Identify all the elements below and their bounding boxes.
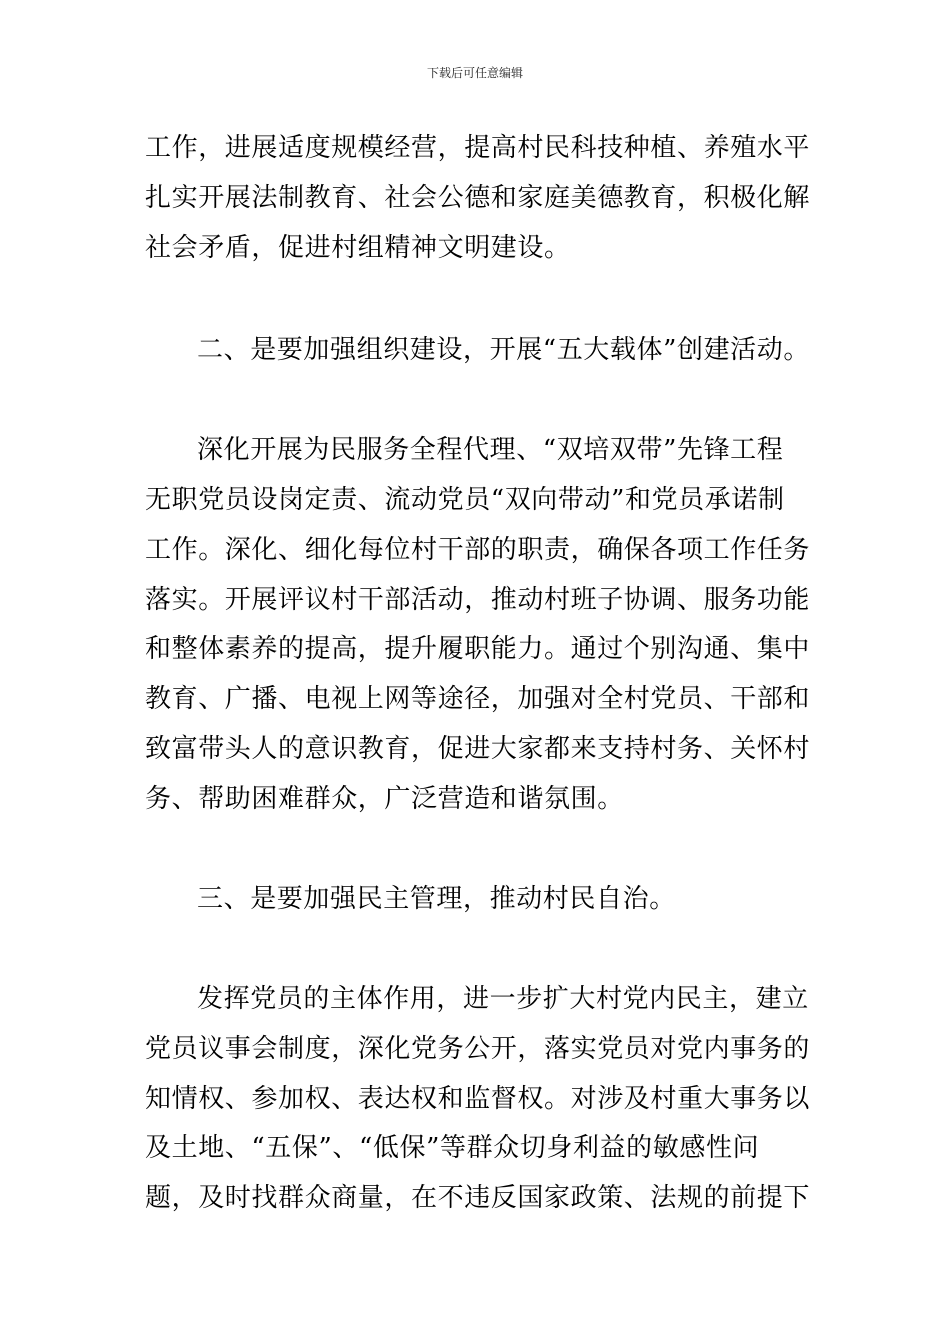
text-line: 务、帮助困难群众，广泛营造和谐氛围。 <box>145 784 624 814</box>
text-line: 教育、广播、电视上网等途径，加强对全村党员、干部和 <box>145 684 811 714</box>
page-header: 下载后可任意编辑 <box>426 66 523 80</box>
text-line: 知情权、参加权、表达权和监督权。对涉及村重大事务以 <box>145 1084 811 1114</box>
text-line: 党员议事会制度，深化党务公开，落实党员对党内事务的 <box>145 1034 811 1064</box>
section-heading-3: 三、是要加强民主管理，推动村民自治。 <box>197 884 676 914</box>
paragraph-first-line: 发挥党员的主体作用，进一步扩大村党内民主，建立 <box>197 984 809 1014</box>
text-line: 及土地、“五保”、“低保”等群众切身利益的敏感性问 <box>145 1133 760 1163</box>
paragraph-first-line: 深化开展为民服务全程代理、“双培双带”先锋工程 <box>197 435 784 465</box>
section-heading-2: 二、是要加强组织建设，开展“五大载体”创建活动。 <box>197 335 810 365</box>
text-line: 题，及时找群众商量，在不违反国家政策、法规的前提下 <box>145 1183 811 1213</box>
text-line: 社会矛盾，促进村组精神文明建设。 <box>145 233 571 263</box>
text-line: 扎实开展法制教育、社会公德和家庭美德教育，积极化解 <box>145 183 811 213</box>
text-line: 和整体素养的提高，提升履职能力。通过个别沟通、集中 <box>145 634 811 664</box>
text-line: 无职党员设岗定责、流动党员“双向带动”和党员承诺制 <box>145 485 785 515</box>
text-line: 工作。深化、细化每位村干部的职责，确保各项工作任务 <box>145 535 811 565</box>
text-line: 工作，进展适度规模经营，提高村民科技种植、养殖水平 <box>145 133 811 163</box>
text-line: 落实。开展评议村干部活动，推动村班子协调、服务功能 <box>145 585 811 615</box>
text-line: 致富带头人的意识教育，促进大家都来支持村务、关怀村 <box>145 734 811 764</box>
